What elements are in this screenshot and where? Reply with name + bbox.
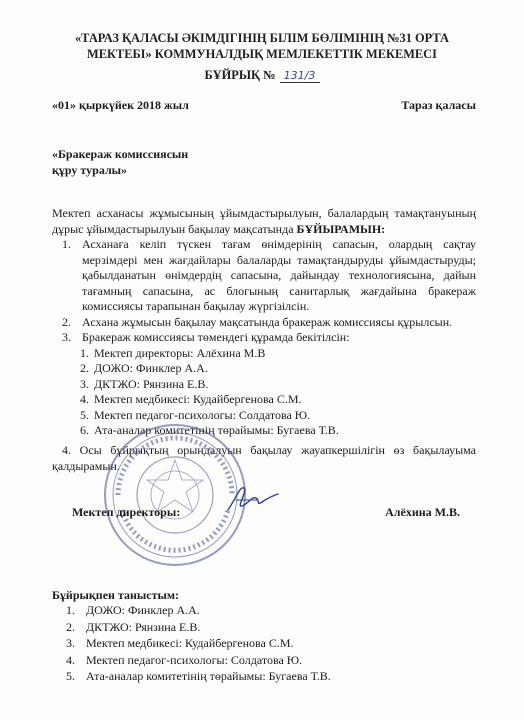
ack-text: ДОЖО: Финклер А.А. <box>86 603 200 617</box>
order-number: 131/3 <box>280 69 320 83</box>
order-label: БҰЙРЫҚ № <box>204 68 276 82</box>
subject-line-1: «Бракераж комиссиясын <box>52 147 189 161</box>
order-item <box>52 330 476 346</box>
member-text: Ата-аналар комитетінің төрайымы: Бугаева Т.В. <box>94 423 339 437</box>
order-subject <box>52 146 188 178</box>
subject-line-2: құру туралы» <box>52 163 128 177</box>
acknowledgement-item <box>52 619 331 636</box>
member-item <box>52 392 476 408</box>
ack-number: 5. <box>66 669 75 683</box>
item-text: Асхана жұмысын бақылау мақсатында бракераж комиссиясы құрылсын. <box>82 314 453 329</box>
ack-number: 2. <box>66 619 75 634</box>
order-item-4: 4. Осы бұйрықтың орындалуын бақылау жауапкершілігін өз бақылауыма қалдырамын. <box>52 443 476 473</box>
member-text: ДКТЖО: Рянзина Е.В. <box>94 376 209 391</box>
member-item <box>52 377 476 393</box>
member-number: 5. <box>80 407 89 422</box>
signatory-name: Алёхина М.В. <box>385 505 460 519</box>
member-text: Мектеп педагог-психологы: Солдатова Ю. <box>94 407 311 422</box>
member-text: ДОЖО: Финклер А.А. <box>94 361 208 375</box>
member-number: 3. <box>80 376 89 391</box>
member-text: Мектеп медбикесі: Кудайбергенова С.М. <box>94 392 302 406</box>
member-number: 4. <box>80 392 89 406</box>
ack-number: 3. <box>66 636 75 650</box>
signatory-position: Мектеп директоры: <box>72 505 181 519</box>
ack-number: 1. <box>66 603 75 617</box>
intro-text: Мектеп асханасы жұмысының ұйымдастырылуын, балалардың тамақтануының дұрыс ұйымдастырылуын бақылау мақсатында <box>52 206 476 236</box>
member-item <box>52 346 476 362</box>
order-items <box>52 237 476 439</box>
acknowledgement-list <box>52 602 331 685</box>
ack-text: ДКТЖО: Рянзина Е.В. <box>86 619 201 634</box>
member-text: Мектеп директоры: Алёхина М.В <box>94 345 266 360</box>
intro-paragraph <box>52 206 476 237</box>
member-item <box>52 361 476 377</box>
member-number: 2. <box>80 361 89 375</box>
order-item <box>52 315 476 331</box>
member-number: 1. <box>80 345 89 360</box>
acknowledgement-item <box>52 668 331 685</box>
order-date: «01» қыркүйек 2018 жыл <box>52 98 189 112</box>
header-line-1: «ТАРАЗ ҚАЛАСЫ ӘКІМДІГІНІҢ БІЛІМ БӨЛІМІНІҢ №31 ОРТА <box>74 31 449 45</box>
intro-emphasis: БҰЙЫРАМЫН: <box>296 221 386 236</box>
ack-text: Ата-аналар комитетінің төрайымы: Бугаева Т.В. <box>86 669 331 683</box>
item-text: Бракераж комиссиясы төмендегі құрамда бекітілсін: <box>82 330 350 344</box>
order-city: Тараз қаласы <box>401 98 476 112</box>
organization-header <box>60 30 464 62</box>
acknowledgement-item <box>52 602 331 619</box>
header-line-2: МЕКТЕБІ» КОММУНАЛДЫҚ МЕМЛЕКЕТТІК МЕКЕМЕСІ <box>87 47 437 61</box>
ack-number: 4. <box>66 652 75 667</box>
item-number: 3. <box>62 330 71 344</box>
signature-icon <box>222 478 282 518</box>
order-title <box>0 68 524 83</box>
item-number: 1. <box>62 237 71 251</box>
acknowledgement-title: Бұйрықпен таныстым: <box>52 588 180 602</box>
item-text: Асханаға келіп түскен тағам өнімдерінің сапасын, олардың сақтау мерзімдері мен жағдайлары балаларды тамақтандыруды ұйымдастыруды; қабылданатын өнімдердің сапасына, дайындау технологиясына, дайын тағамның сапасына, ас блогының санитарлық жағдайына бракераж комиссиясы тарапынан бақылау жүргізілсін. <box>82 237 476 313</box>
acknowledgement-item <box>52 652 331 669</box>
ack-text: Мектеп педагог-психологы: Солдатова Ю. <box>86 652 303 667</box>
item-number: 2. <box>62 314 71 329</box>
acknowledgement-item <box>52 635 331 652</box>
ack-text: Мектеп медбикесі: Кудайбергенова С.М. <box>86 636 294 650</box>
order-item <box>52 237 476 315</box>
member-number: 6. <box>80 423 89 437</box>
